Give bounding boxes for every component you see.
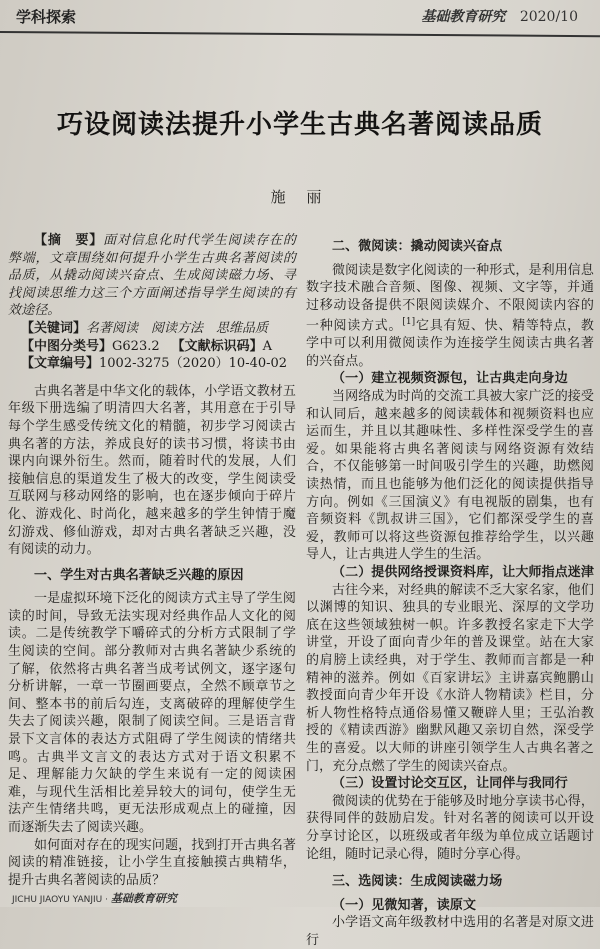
body-paragraph: 微阅读的优势在于能够及时地分享读书心得，获得同伴的鼓励启发。针对名著的阅读可以开设分享讨论区，以班级或者年级为单位成立话题讨论组，随时记录心得，随时分享心得。	[306, 793, 595, 862]
keywords-text: 名著阅读 阅读方法 思维品质	[86, 320, 269, 336]
journal-header	[421, 6, 578, 26]
section-heading: 三、选阅读：生成阅读磁力场	[332, 874, 503, 890]
section-label: 学科探索	[16, 8, 77, 26]
subsection-heading: （二）提供网络授课资料库，让大师指点迷津	[332, 565, 595, 581]
article-no-label: 【文章编号】	[21, 356, 100, 372]
intro-paragraph: 古典名著是中华文化的载体，小学语文教材五年级下册选编了明清四大名著，其用意在于引导每个学生感受传统文化的精髓，初步学习阅读古典名著的方法，养成良好的读书习惯，将读书由课内向课外衍生。然而，随着时代的发展，人们接触信息的渠道发生了极大的改变，学生阅读受互联网与移动网络的影响，也在逐步倾向于碎片化、游戏化、时尚化，越来越多的学生钟情于魔幻游戏、修仙游戏，却对古典名著缺乏兴趣，没有阅读的动力。	[8, 383, 297, 558]
body-paragraph: 小学语文高年级教材中选用的名著是对原文进行	[306, 915, 595, 948]
body-text: 微阅读是数字化阅读的一种形式，是利用信息数字技术融合音频、图像、视频、文字等，并通过移动设备提供不限阅读媒介、不限阅读内容的一种阅读方式。	[306, 262, 595, 334]
doc-code-label: 【文献标识码】	[171, 338, 263, 354]
article-title: 巧设阅读法提升小学生古典名著阅读品质	[56, 110, 543, 140]
abstract-text: 面对信息化时代学生阅读存在的弊端，文章围绕如何提升小学生古典名著阅读的品质，从撬动阅读兴奋点、生成阅读磁力场、寻找阅读思维力这三个方面阐述指导学生阅读的有效途径。	[8, 233, 296, 319]
section-heading: 二、微阅读：撬动阅读兴奋点	[332, 239, 503, 254]
subsection-heading: （三）设置讨论交互区，让同伴与我同行	[332, 776, 568, 792]
issue-number: 2020/10	[519, 9, 578, 25]
body-paragraph: 一是虚拟环境下泛化的阅读方式主导了学生阅读的时间，导致无法实现对经典作品人文化的阅读。二是传统教学下嚼碎式的分析方式限制了学生阅读的空间。部分教师对古典名著缺少系统的了解，依然将古典名著当成考试例文，逐字逐句分析讲解，一章一节圈画要点，全然不顾章节之间、整本书的前后勾连，支离破碎的理解使学生失去了阅读兴趣，限制了阅读空间。三是语言背景下文言体的表达方式阻碍了学生阅读的情绪共鸣。古典半文言文的表达方式对于语文积累不足、理解能力欠缺的学生来说有一定的阅读困难，与现代生活相比差异较大的词句，使学生无法产生情绪共鸣，更无法形成观点上的碰撞，因而逐渐失去了阅读兴趣。	[8, 591, 297, 835]
right-column	[306, 238, 594, 949]
header-rule	[0, 31, 600, 37]
subsection-heading: （一）见微知著，读原文	[332, 897, 477, 913]
body-text: 它具有短、快、精等特点，教学中可以利用微阅读作为连接学生阅读古典名著的兴奋点。	[306, 318, 594, 369]
article-number	[21, 355, 296, 373]
journal-logo: 基础教育研究	[421, 9, 506, 25]
doc-code-value: A	[262, 338, 273, 354]
clc-label: 【中图分类号】	[21, 338, 113, 354]
reference-mark: [1]	[402, 317, 416, 328]
subsection-heading: （一）建立视频资源包，让古典走向身边	[332, 371, 568, 387]
classification	[21, 338, 296, 356]
left-column	[8, 232, 296, 889]
body-paragraph: 如何面对存在的现实问题，找到打开古典名著阅读的精准链接，让小学生直接触摸古典精华，提升古典名著阅读的品质？	[8, 837, 297, 888]
abstract	[8, 232, 296, 320]
keywords-label: 【关键词】	[21, 320, 87, 336]
abstract-label: 【摘 要】	[34, 233, 104, 248]
clc-value: G623.2	[112, 338, 160, 354]
section-heading: 一、学生对古典名著缺乏兴趣的原因	[34, 567, 244, 583]
article-no-value: 1002-3275（2020）10-40-02	[99, 356, 288, 372]
body-paragraph: 古往今来，对经典的解读不乏大家名家，他们以渊博的知识、独具的专业眼光、深厚的文学功底在这些领域独树一帜。许多教授名家走下大学讲堂，开设了面向青少年的普及课堂。站在大家的肩膀上读经典，对于学生、教师而言都是一种精神的滋养。例如《百家讲坛》主讲嘉宾鲍鹏山教授面向青少年开设《水浒人物精读》栏目，分析人物性格特点通俗易懂又鞭辟人里；王弘治教授的《精读西游》幽默风趣又亲切自然，深受学生的喜爱。以大师的讲座引领学生人古典名著之门，充分点燃了学生的阅读兴奋点。	[306, 582, 595, 774]
author-name: 施 丽	[270, 188, 330, 206]
footer-pinyin: JICHU JIAOYU YANJIU ·	[12, 895, 108, 905]
keywords	[21, 320, 296, 338]
body-paragraph	[306, 262, 594, 371]
footer-journal-logo: 基础教育研究	[110, 892, 177, 905]
page-footer	[12, 893, 177, 906]
body-paragraph: 当网络成为时尚的交流工具被大家广泛的接受和认同后，越来越多的阅读载体和视频资料也应运而生，并且以其趣味性、多样性深受学生的喜爱。如果能将古典名著阅读与网络资源有效结合，不仅能够第一时间吸引学生的兴趣，助燃阅读热情，而且也能够为他们泛化的阅读提供指导方向。例如《三国演义》有电视版的剧集，也有音频资料《凯叔讲三国》，它们都深受学生的喜爱，教师可以将这些资源包推荐给学生，以兴趣导人，让古典进人学生的生活。	[306, 389, 595, 563]
